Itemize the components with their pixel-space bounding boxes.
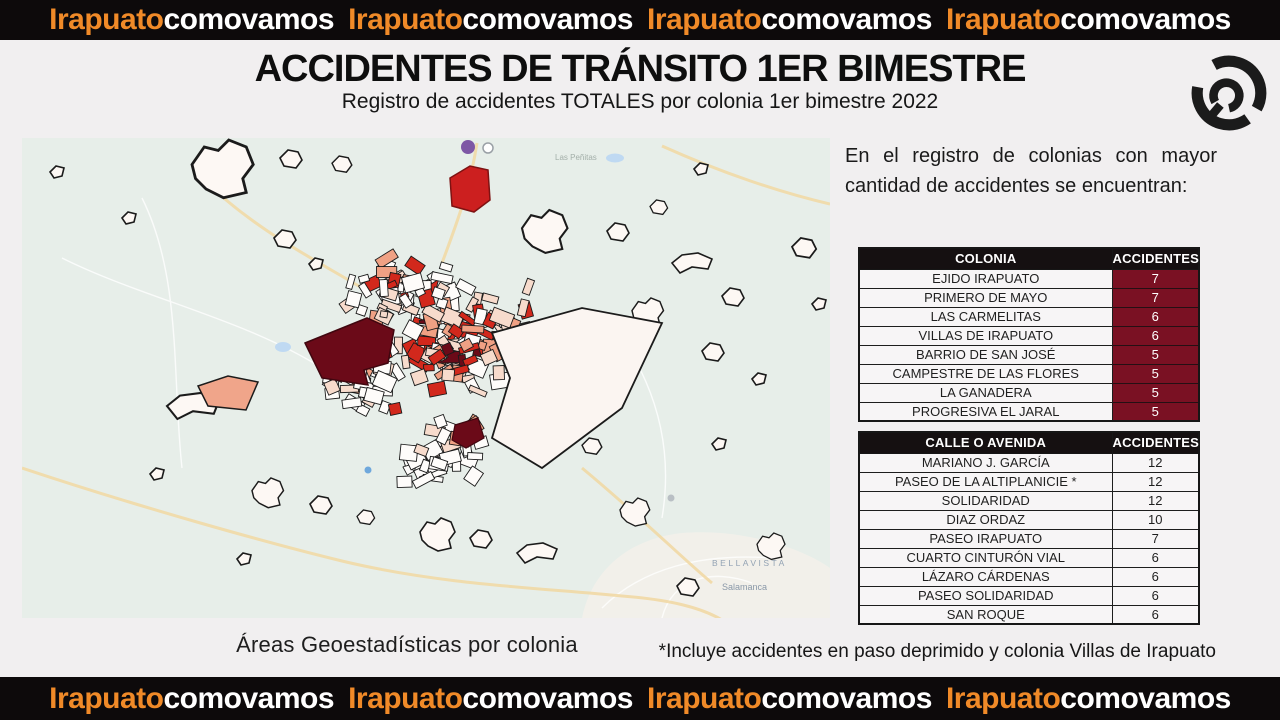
brand-wordmark: Irapuatocomovamos xyxy=(348,3,633,36)
map-label-las-penitas: Las Peñitas xyxy=(555,153,597,162)
table-row xyxy=(859,288,1199,307)
brand-wordmark: Irapuatocomovamos xyxy=(49,681,335,715)
map-parcel xyxy=(462,325,484,333)
map-label-salamanca: Salamanca xyxy=(722,582,768,592)
name-cell: LAS CARMELITAS xyxy=(859,307,1112,326)
map-parcel xyxy=(345,291,362,308)
accidents-value-cell: 5 xyxy=(1112,345,1199,364)
brand-wordmark: Irapuatocomovamos xyxy=(945,3,1231,36)
brand-wordmark: Irapuatocomovamos xyxy=(348,681,633,715)
map-pond xyxy=(606,154,624,163)
map-pin-blue-icon xyxy=(365,467,372,474)
map-white-marker-icon xyxy=(483,143,493,153)
name-cell: EJIDO IRAPUATO xyxy=(859,269,1112,288)
table-row xyxy=(859,345,1199,364)
accidents-value-cell: 12 xyxy=(1112,453,1199,472)
accidents-value-cell: 5 xyxy=(1112,383,1199,402)
name-cell: PASEO DE LA ALTIPLANICIE * xyxy=(859,472,1112,491)
bottom-brand-banner xyxy=(0,677,1280,720)
map-parcel xyxy=(493,366,504,380)
accidents-value-cell: 6 xyxy=(1112,307,1199,326)
accidents-value-cell: 6 xyxy=(1112,586,1199,605)
name-cell: VILLAS DE IRAPUATO xyxy=(859,326,1112,345)
column-header: COLONIA xyxy=(859,248,1112,269)
table-row xyxy=(859,491,1199,510)
table-row xyxy=(859,472,1199,491)
map-parcel xyxy=(380,311,388,318)
name-cell: MARIANO J. GARCÍA xyxy=(859,453,1112,472)
name-cell: SAN ROQUE xyxy=(859,605,1112,624)
table-row xyxy=(859,605,1199,624)
table-row xyxy=(859,567,1199,586)
name-cell: LÁZARO CÁRDENAS xyxy=(859,567,1112,586)
table-row xyxy=(859,307,1199,326)
map-label-bellavista: BELLAVISTA xyxy=(712,558,787,568)
calles-table xyxy=(858,431,1200,625)
accidents-value-cell: 6 xyxy=(1112,605,1199,624)
name-cell: PRIMERO DE MAYO xyxy=(859,288,1112,307)
irapuato-como-vamos-logo-icon xyxy=(1186,50,1272,136)
table-row xyxy=(859,326,1199,345)
name-cell: LA GANADERA xyxy=(859,383,1112,402)
choropleth-map xyxy=(22,138,830,618)
table-row xyxy=(859,453,1199,472)
table-row xyxy=(859,364,1199,383)
brand-wordmark: Irapuatocomovamos xyxy=(49,3,335,36)
map-purple-marker-icon xyxy=(461,140,475,154)
column-header: ACCIDENTES xyxy=(1112,432,1199,453)
accidents-value-cell: 5 xyxy=(1112,402,1199,421)
accidents-value-cell: 12 xyxy=(1112,491,1199,510)
map-parcel xyxy=(388,402,401,415)
map-canvas xyxy=(22,138,830,618)
map-parcel xyxy=(427,381,446,397)
top-brand-banner xyxy=(0,0,1280,40)
map-pin-gray-icon xyxy=(668,495,675,502)
name-cell: PASEO IRAPUATO xyxy=(859,529,1112,548)
name-cell: PASEO SOLIDARIDAD xyxy=(859,586,1112,605)
page-title: ACCIDENTES DE TRÁNSITO 1ER BIMESTRE xyxy=(254,48,1026,90)
name-cell: DIAZ ORDAZ xyxy=(859,510,1112,529)
table-row xyxy=(859,548,1199,567)
accidents-value-cell: 6 xyxy=(1112,567,1199,586)
table-row xyxy=(859,269,1199,288)
accidents-value-cell: 7 xyxy=(1112,288,1199,307)
map-parcel xyxy=(401,355,410,369)
map-pond xyxy=(275,342,291,352)
page-subtitle: Registro de accidentes TOTALES por colonia 1er bimestre 2022 xyxy=(341,90,939,113)
accidents-value-cell: 12 xyxy=(1112,472,1199,491)
table-row xyxy=(859,529,1199,548)
brand-wordmark: Irapuatocomovamos xyxy=(647,3,932,36)
name-cell: BARRIO DE SAN JOSÉ xyxy=(859,345,1112,364)
table-row xyxy=(859,510,1199,529)
map-parcel xyxy=(467,452,482,459)
map-parcel xyxy=(424,364,435,371)
accidents-value-cell: 7 xyxy=(1112,529,1199,548)
name-cell: PROGRESIVA EL JARAL xyxy=(859,402,1112,421)
map-parcel xyxy=(379,279,388,296)
footnote: *Incluye accidentes en paso deprimido y colonia Villas de Irapuato xyxy=(658,641,1216,662)
colonias-table xyxy=(858,247,1200,422)
accidents-value-cell: 7 xyxy=(1112,269,1199,288)
map-parcel xyxy=(442,369,455,381)
name-cell: SOLIDARIDAD xyxy=(859,491,1112,510)
accidents-value-cell: 5 xyxy=(1112,364,1199,383)
name-cell: CAMPESTRE DE LAS FLORES xyxy=(859,364,1112,383)
accidents-value-cell: 10 xyxy=(1112,510,1199,529)
table-row xyxy=(859,586,1199,605)
accidents-value-cell: 6 xyxy=(1112,326,1199,345)
accidents-value-cell: 6 xyxy=(1112,548,1199,567)
map-caption: Áreas Geoestadísticas por colonia xyxy=(236,632,578,657)
name-cell: CUARTO CINTURÓN VIAL xyxy=(859,548,1112,567)
table-row xyxy=(859,402,1199,421)
brand-wordmark: Irapuatocomovamos xyxy=(647,681,932,715)
column-header: CALLE O AVENIDA xyxy=(859,432,1112,453)
column-header: ACCIDENTES xyxy=(1112,248,1199,269)
brand-wordmark: Irapuatocomovamos xyxy=(945,681,1231,715)
table-row xyxy=(859,383,1199,402)
map-parcel xyxy=(397,476,412,488)
intro-text: En el registro de colonias con mayor cantidad de accidentes se encuentran: xyxy=(845,145,1217,197)
